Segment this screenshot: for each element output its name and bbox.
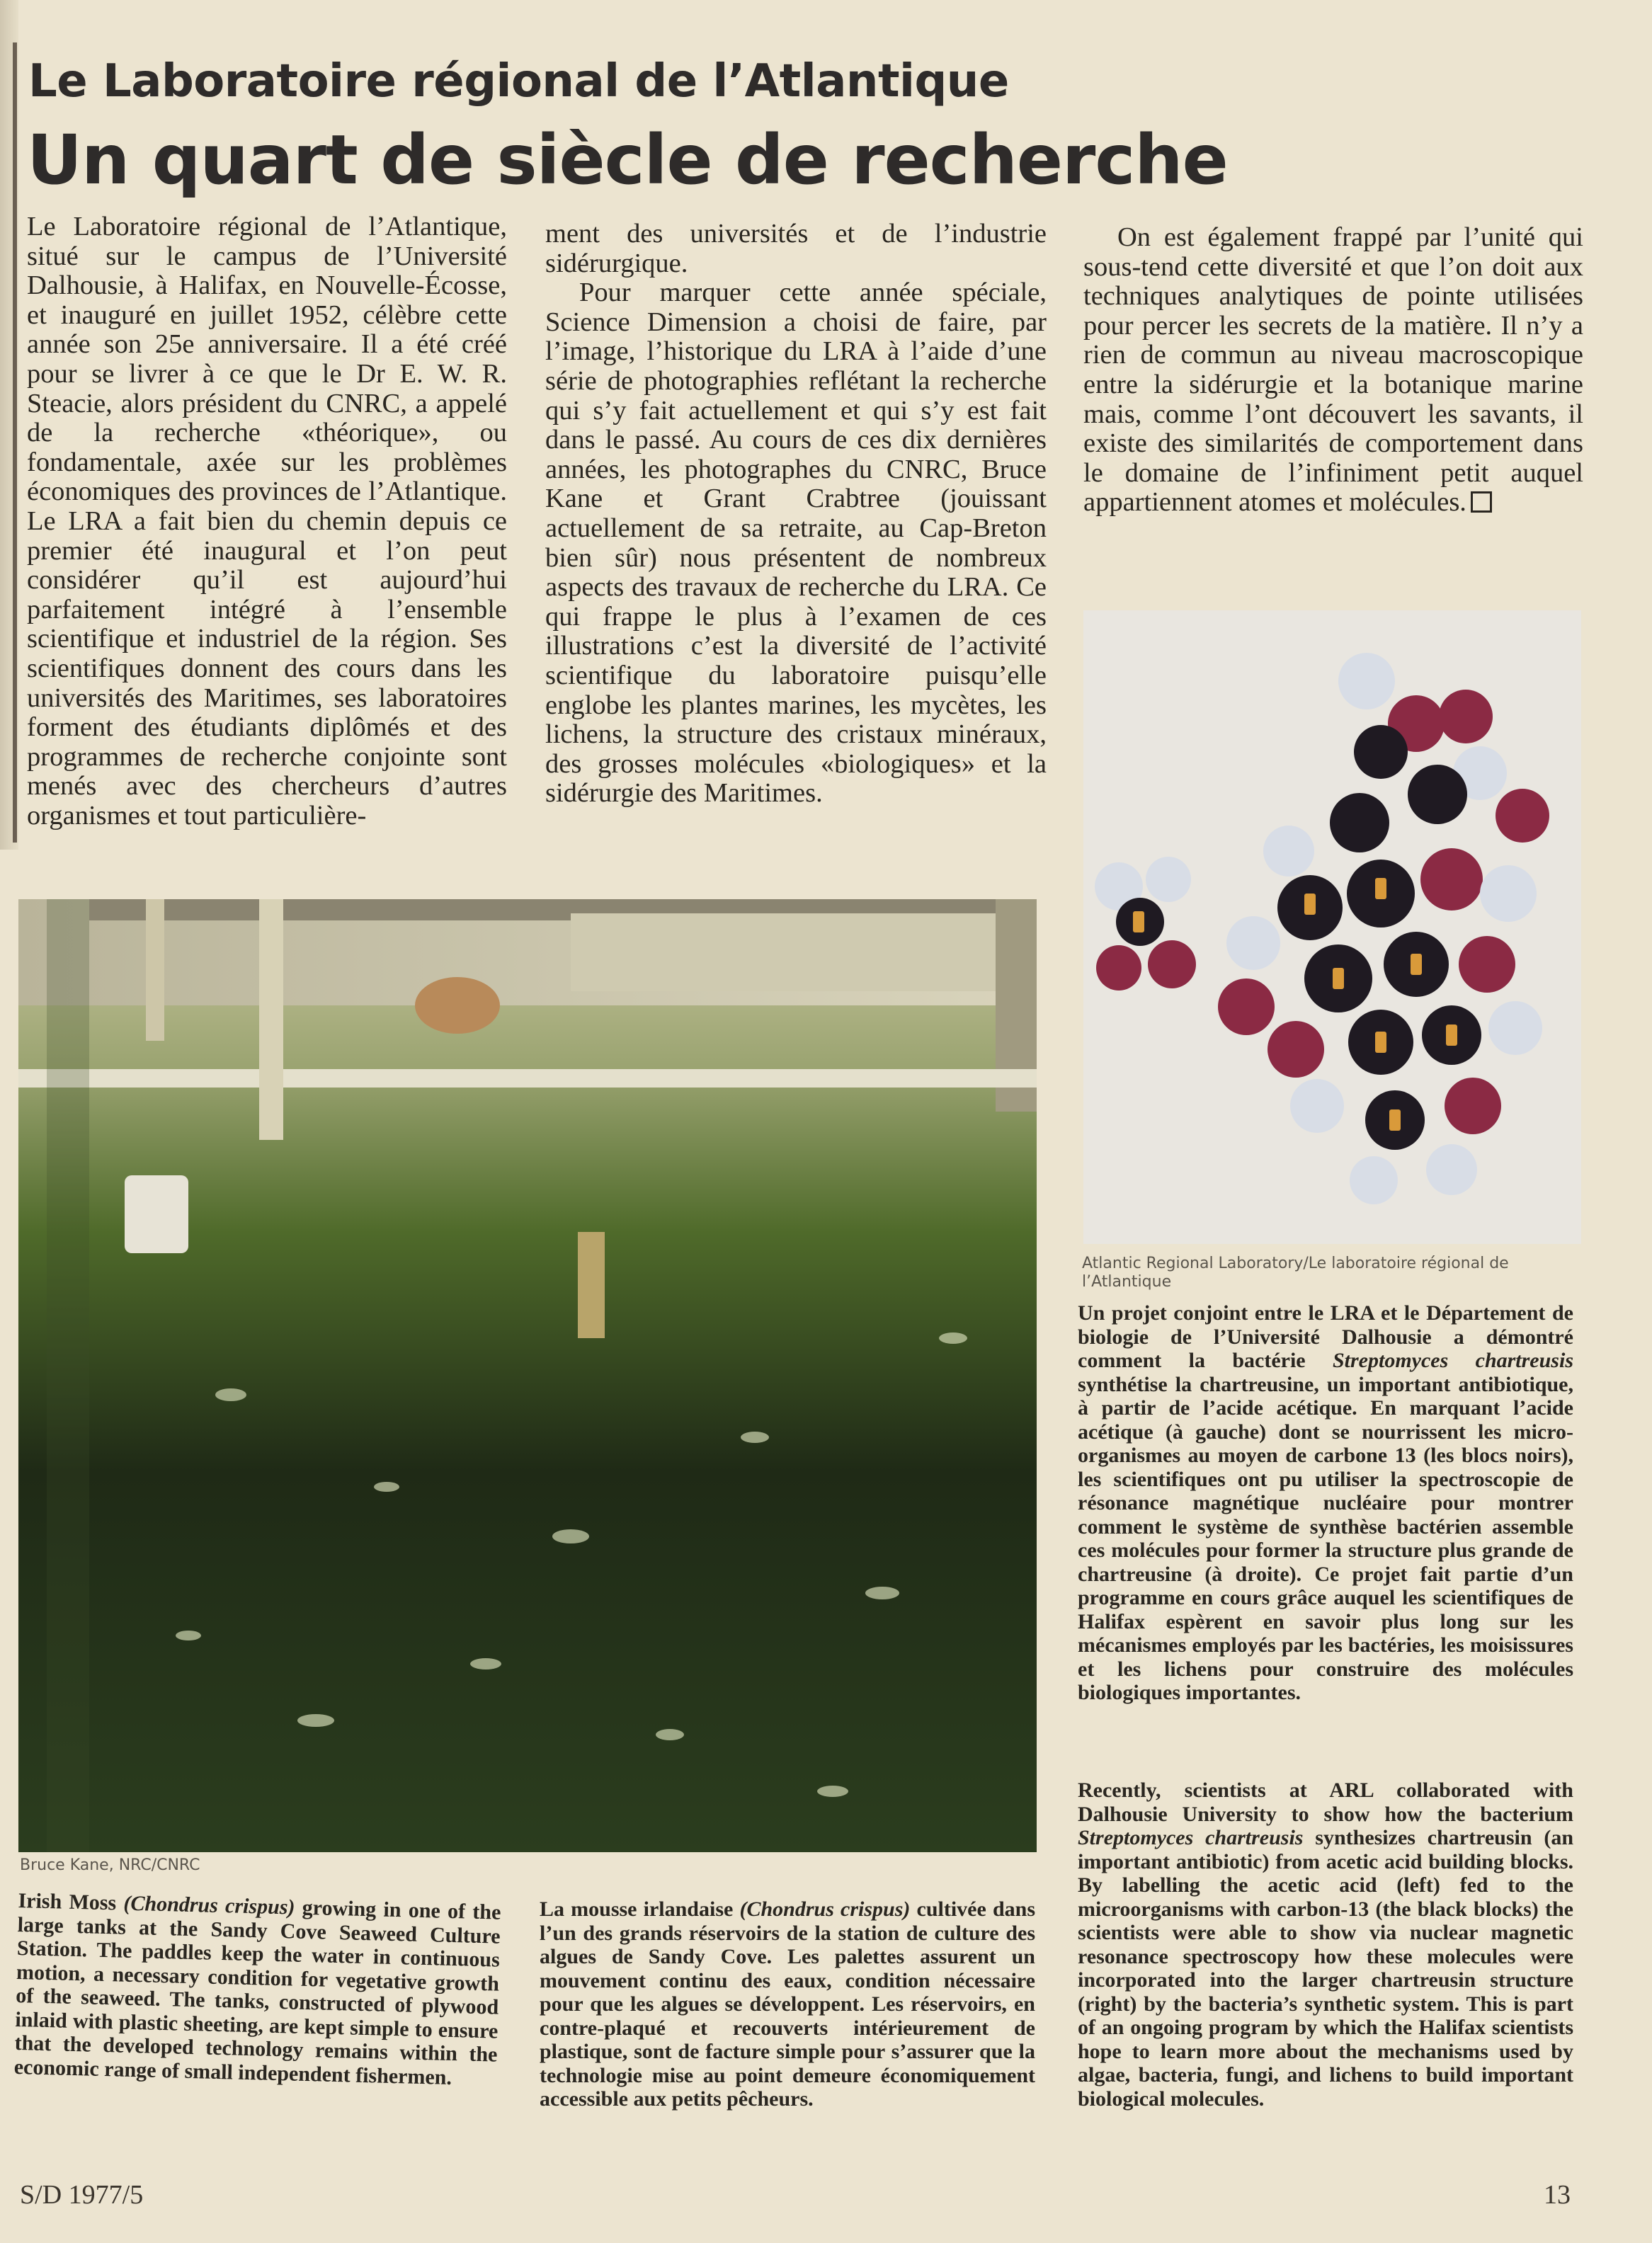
caption-text: Irish Moss (18, 1889, 124, 1915)
end-mark-icon (1471, 491, 1492, 513)
species-name: Streptomyces chartreusis (1332, 1349, 1573, 1372)
paragraph: Le Laboratoire régional de l’Atlantique, situé sur le campus de l’Université Dalhousie, à Halifax, en Nouvelle-Écosse, et inauguré en juillet 1952, célèbre cette année son 25e anniversaire. Il a été créé pour se livrer à ce que le Dr E. W. R. Steacie, alors président du CNRC, a appelé de la recherche «théorique», ou fondamentale, axée sur les problèmes économiques des provinces de l’Atlantique. Le LRA a fait bien du chemin depuis ce premier été inaugural et l’on peut considérer qu’il est aujourd’hui parfaitement intégré à l’ensemble scientifique et industriel de la région. Ses scientifiques donnent des cours dans les universités des Maritimes, ses laboratoires forment des étudiants diplômés et des programmes de recherche conjointe sont menés avec des chercheurs d’autres organismes et tout particulière- (27, 212, 507, 831)
photo-credit: Atlantic Regional Laboratory/Le laboratoire régional de l’Atlantique (1082, 1255, 1509, 1291)
paragraph: ment des universités et de l’industrie sidérurgique. (545, 219, 1047, 278)
caption-french-molecule (1078, 1301, 1573, 1705)
article-column-3 (1083, 223, 1583, 518)
species-name: (Chondrus crispus) (123, 1891, 295, 1919)
molecule-model-photo (1083, 610, 1581, 1244)
photo-credit: Bruce Kane, NRC/CNRC (20, 1856, 200, 1874)
caption-english-irish-moss (13, 1889, 501, 2091)
chartreusin-model (1218, 653, 1549, 1204)
gutter-bar (13, 42, 17, 843)
caption-text: La mousse irlandaise (540, 1897, 740, 1921)
article-column-2 (545, 219, 1047, 809)
caption-text: synthétise la chartreusine, un important antibiotique, à partir de l’acide acétique. En marquant l’acide acétique (à gauche) dont se nourrissent les micro-organismes au moyen de carbone 13 (les blocs noirs), les scientifiques ont pu utiliser la spectroscopie de résonance magnétique nucléaire pour montrer comment le système de synthèse bactérien assemble ces molécules pour former la structure plus grande de chartreusine (à droite). Ce projet fait partie d’un programme en cours grâce auquel les scientifiques de Halifax espèrent en savoir plus long sur les mécanismes employés par les bactéries, les moisissures et les lichens pour construire des molécules biologiques importantes. (1078, 1372, 1573, 1704)
issue-label: S/D 1977/5 (20, 2180, 144, 2210)
caption-french-mousse (540, 1897, 1035, 2111)
species-name: Streptomyces chartreusis (1078, 1826, 1304, 1849)
article-kicker: Le Laboratoire régional de l’Atlantique (28, 55, 1009, 108)
article-column-1 (27, 212, 507, 831)
caption-text: synthesizes chartreusin (an important antibiotic) from acetic acid building blocks. By labelling the acetic acid (left) fed to the microorganisms with carbon-13 (the black blocks) the scientists were able to show via nuclear magnetic resonance spectroscopy how these molecules were incorporated into the larger chartreusin structure (right) by the bacteria’s synthetic system. This is part of an ongoing program by which the Halifax scientists hope to learn more about the mechanisms used by algae, bacteria, fungi, and lichens to build important biological molecules. (1078, 1826, 1573, 2111)
paragraph-text: On est également frappé par l’unité qui sous-tend cette diversité et que l’on doit aux techniques analytiques de pointe utilisées pour percer les secrets de la matière. Il n’y a rien de commun au niveau macroscopique entre la sidérurgie et la botanique marine mais, comme l’ont découvert les savants, il existe des similarités de comportement dans le domaine de l’infiniment petit auquel appartiennent atomes et molécules. (1083, 222, 1583, 518)
species-name: (Chondrus crispus) (739, 1897, 911, 1921)
caption-text: growing in one of the large tanks at the Sandy Cove Seaweed Culture Station. The paddles keep the water in continuous motion, a necessary condition for vegetative growth of the seaweed. The tanks, constructed of plywood inlaid with plastic sheeting, are kept simple to ensure that the developed technology remains within the economic range of small independent fishermen. (13, 1895, 501, 2089)
caption-english-molecule (1078, 1779, 1573, 2111)
acetic-acid-model (1095, 857, 1196, 991)
caption-text: Recently, scientists at ARL collaborated with Dalhousie University to show how the bacterium (1078, 1779, 1573, 1826)
caption-text: cultivée dans l’un des grands réservoirs de la station de culture des algues de Sandy Cove. Les palettes assurent un mouvement continu des eaux, condition nécessaire pour que les algues se développent. Les réservoirs, en contre-plaqué et recouverts intérieurement de plastique, sont de facture simple pour s’assurer que la technologie mise au point demeure économiquement accessible aux petits pêcheurs. (540, 1897, 1035, 2111)
article-title: Un quart de siècle de recherche (27, 120, 1228, 200)
paragraph (1083, 223, 1583, 518)
binding-gutter (0, 0, 18, 850)
seaweed-tank-photo (18, 899, 1037, 1852)
paragraph: Pour marquer cette année spéciale, Science Dimension a choisi de faire, par l’image, l’historique du LRA à l’aide d’une série de photographies reflétant la recherche qui s’y fait actuellement et qui s’y est fait dans le passé. Au cours de ces dix dernières années, les photographes du CNRC, Bruce Kane et Grant Crabtree (jouissant actuellement de sa retraite, au Cap-Breton bien sûr) nous présentent de nombreux aspects des travaux de recherche du LRA. Ce qui frappe le plus à l’examen de ces illustrations c’est la diversité de l’activité scientifique du laboratoire puisqu’elle englobe les plantes marines, les mycètes, les lichens, la structure des cristaux minéraux, des grosses molécules «biologiques» et la sidérurgie des Maritimes. (545, 278, 1047, 809)
page-number: 13 (1544, 2180, 1571, 2210)
caption-text: Un projet conjoint entre le LRA et le Département de biologie de l’Université Dalhousie a démontré comment la bactérie (1078, 1301, 1573, 1372)
